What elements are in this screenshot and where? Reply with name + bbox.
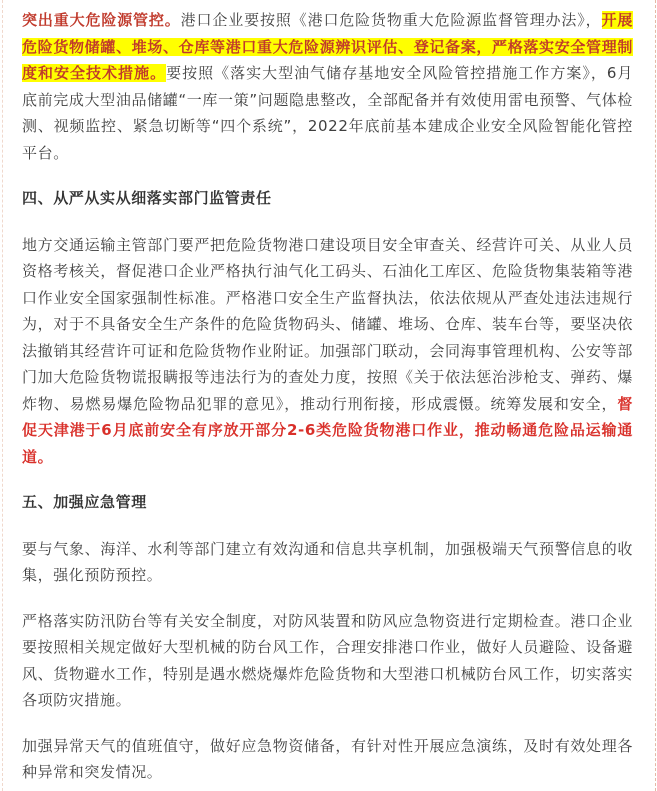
paragraph-duty-emergency: 加强异常天气的值班值守，做好应急物资储备，有针对性开展应急演练，及时有效处理各种异常和突发情况。	[22, 736, 633, 781]
section-heading-4: 四、从严从实从细落实部门监管责任	[22, 189, 272, 207]
paragraph-typhoon-prevention: 严格落实防汛防台等有关安全制度，对防风装置和防风应急物资进行定期检查。港口企业要按照相关规定做好大型机械的防台风工作，合理安排港口作业，做好人员避险、设备避风、货物避水工作，特别是遇水燃烧爆炸危险货物和大型港口机械防台风工作，切实落实各项防灾措施。	[22, 611, 633, 709]
paragraph-red-emphasis: 督促天津港于6月底前安全有序放开部分2-6类危险货物港口作业，推动畅通危险品运输通道。	[22, 394, 633, 466]
paragraph-lead-bold: 突出重大危险源管控。	[22, 11, 181, 29]
left-decorative-border	[2, 0, 4, 791]
right-decorative-border	[654, 0, 656, 791]
article-body	[10, 7, 647, 786]
paragraph-text: 港口企业要按照《港口危险货物重大危险源监督管理办法》，	[180, 11, 602, 29]
paragraph-hazard-control	[22, 7, 633, 166]
paragraph-weather-info: 要与气象、海洋、水利等部门建立有效沟通和信息共享机制，加强极端天气预警信息的收集，强化预防预控。	[22, 539, 633, 584]
section-heading-5: 五、加强应急管理	[22, 493, 147, 511]
paragraph-text: 要按照《落实大型油气储存基地安全风险管控措施工作方案》，6月底前完成大型油品储罐“一库一策”问题隐患整改，全部配备并有效使用雷电预警、气体检测、视频监控、紧急切断等“四个系统”，2022年底前基本建成企业安全风险智能化管控平台。	[22, 64, 634, 162]
highlighted-text: 开展危险货物储罐、堆场、仓库等港口重大危险源辨识评估、登记备案，严格落实安全管理制度和安全技术措施。	[22, 11, 633, 82]
paragraph-supervision	[22, 232, 633, 471]
paragraph-text: 地方交通运输主管部门要严把危险货物港口建设项目安全审查关、经营许可关、从业人员资格考核关，督促港口企业严格执行油气化工码头、石油化工库区、危险货物集装箱等港口作业安全国家强制性标准。严格港口安全生产监督执法，依法依规从严查处违法违规行为，对于不具备安全生产条件的危险货物码头、储罐、堆场、仓库、装车台等，要坚决依法撤销其经营许可证和危险货物作业附证。加强部门联动，会同海事管理机构、公安等部门加大危险货物谎报瞒报等违法行为的查处力度，按照《关于依法惩治涉枪支、弹药、爆炸物、易燃易爆危险物品犯罪的意见》，推动行刑衔接，形成震慑。统筹发展和安全，	[22, 235, 633, 413]
